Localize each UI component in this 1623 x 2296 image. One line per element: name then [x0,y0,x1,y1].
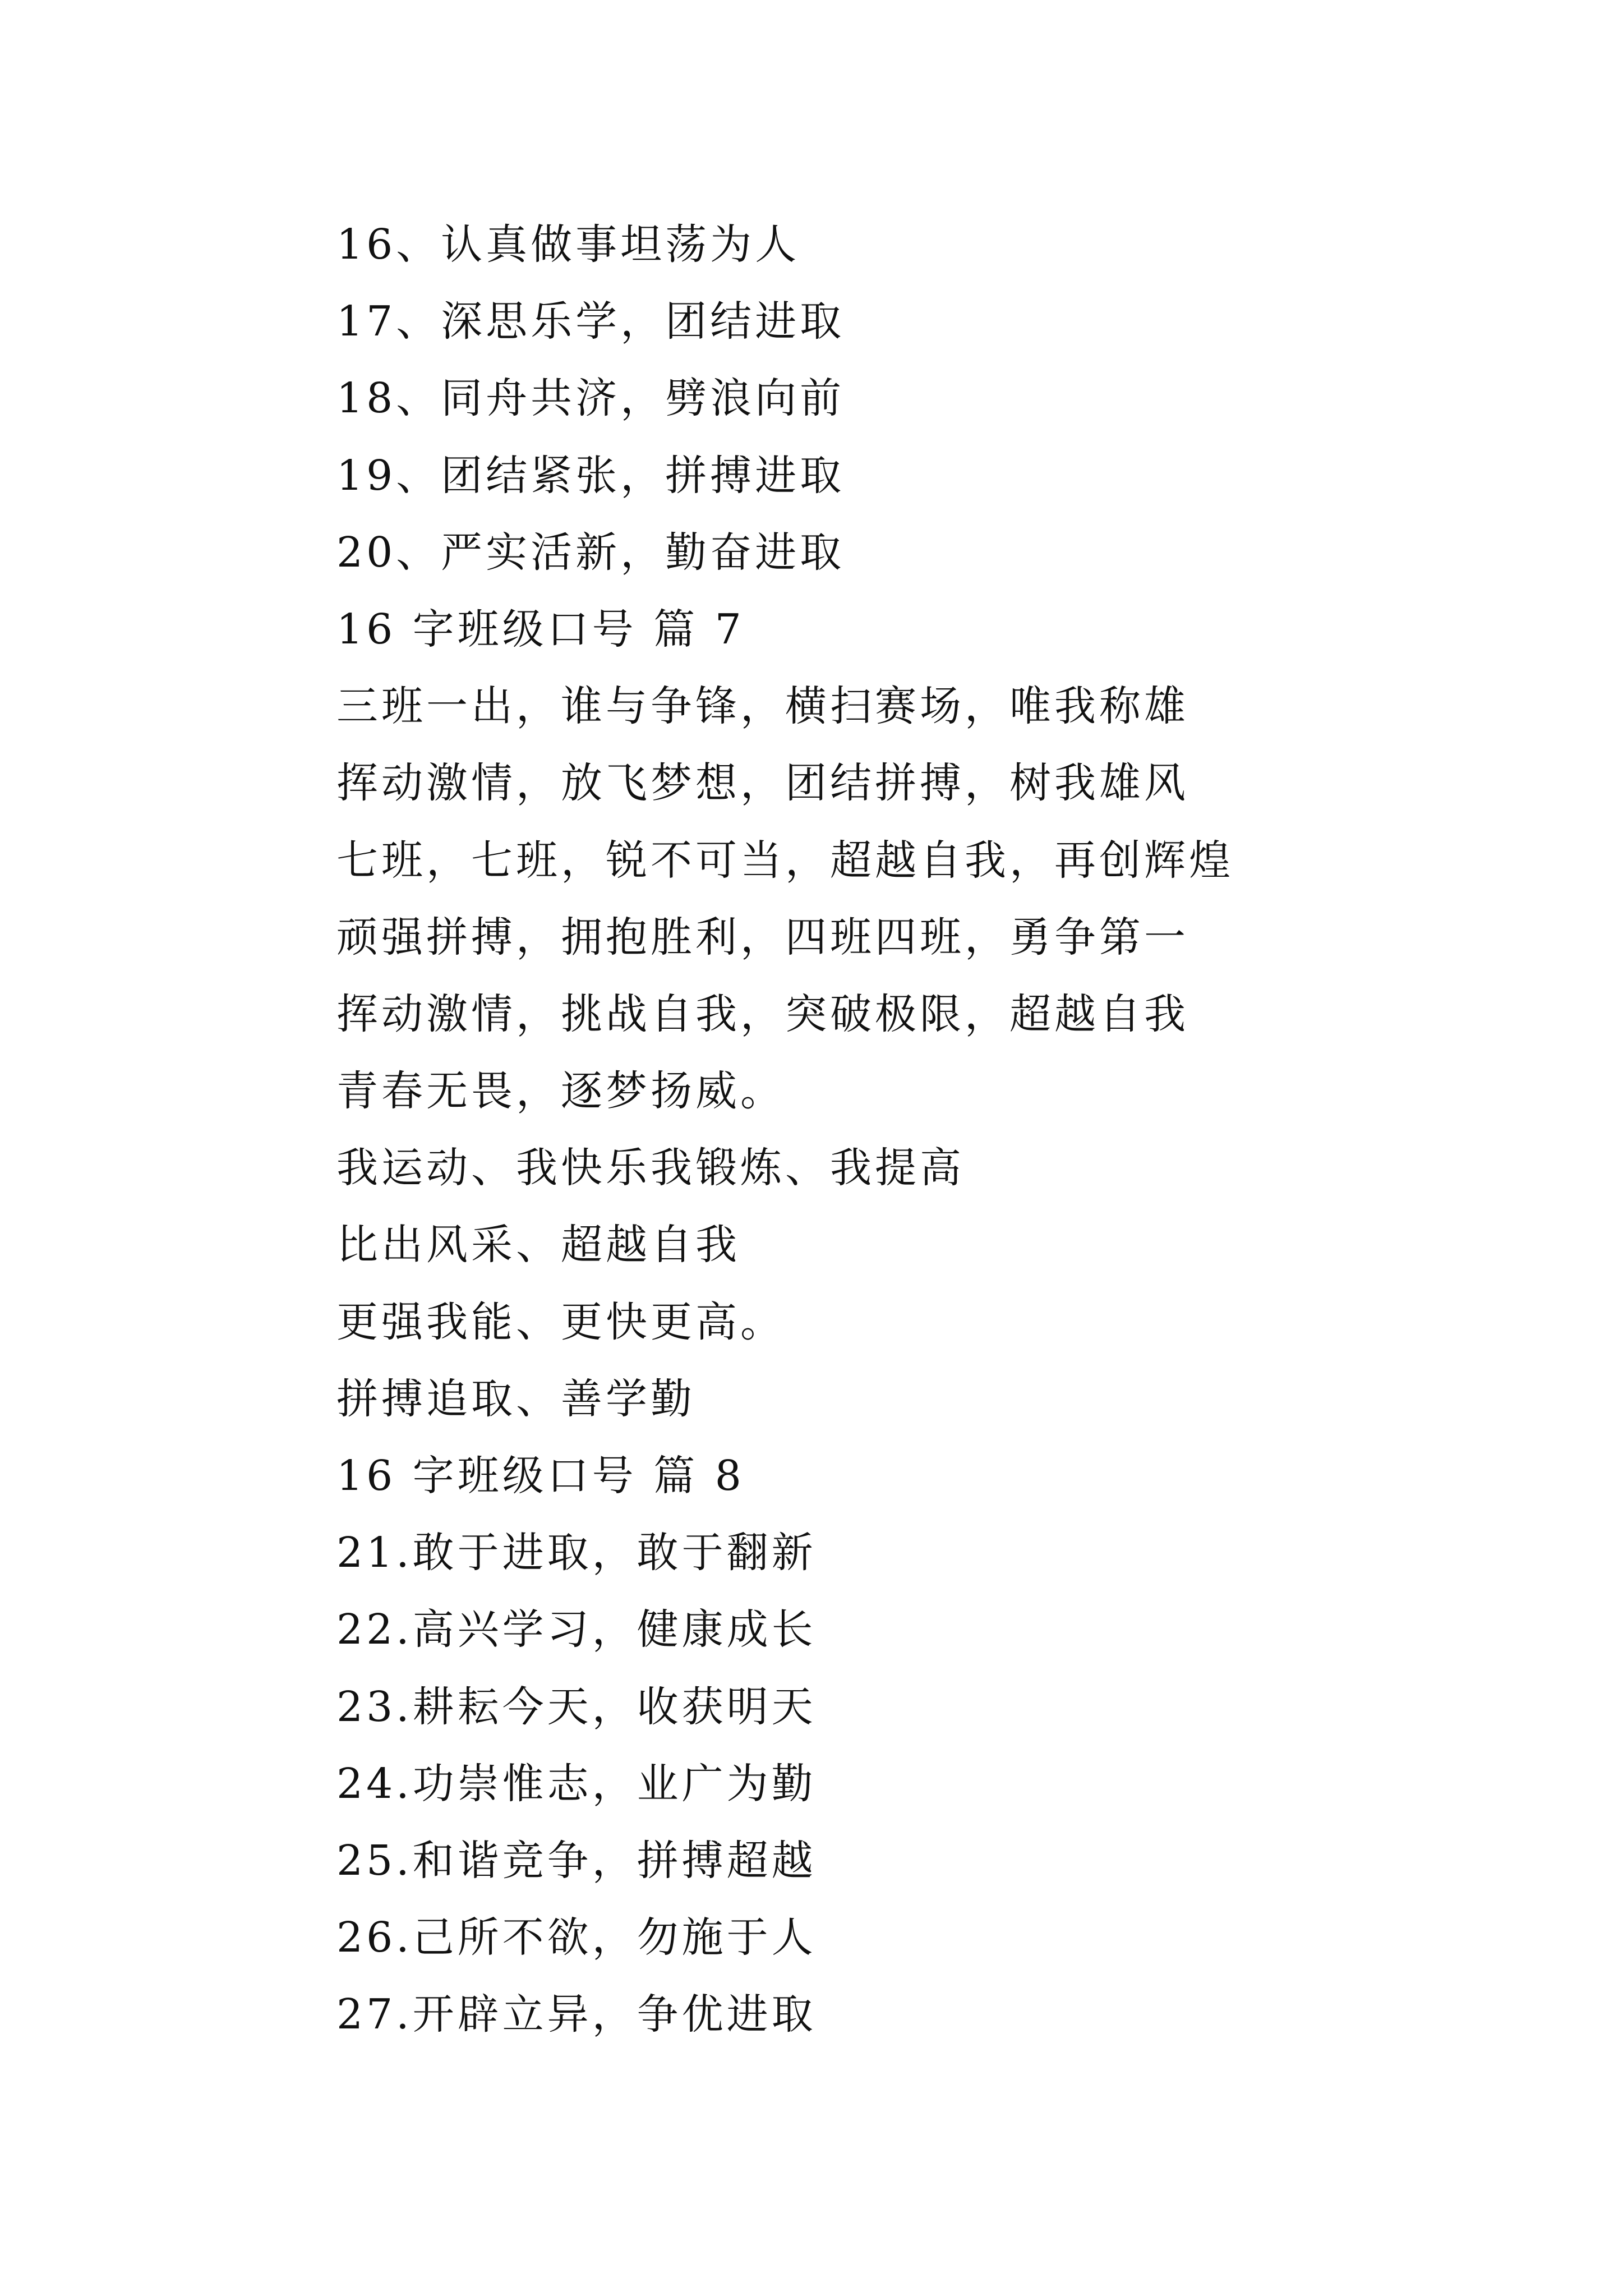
slogan-line: 17、深思乐学，团结进取 [336,297,845,346]
document-body [336,206,1514,2054]
slogan-line: 27.开辟立异，争优进取 [336,1990,817,2039]
slogan-line: 挥动激情，放飞梦想，团结拼搏，树我雄风 [336,759,1189,808]
slogan-line: 更强我能、更快更高。 [336,1297,785,1346]
slogan-line: 挥动激情，挑战自我，突破极限，超越自我 [336,990,1189,1038]
slogan-line: 拼搏追取、善学勤 [336,1374,695,1423]
slogan-line: 26.己所不欲，勿施于人 [336,1913,817,1962]
slogan-line: 23.耕耘今天，收获明天 [336,1682,817,1731]
slogan-line: 21.敢于进取，敢于翻新 [336,1529,817,1577]
slogan-line: 20、严实活新，勤奋进取 [336,528,845,577]
slogan-line: 25.和谐竞争，拼搏超越 [336,1836,817,1885]
slogan-line: 顽强拼搏，拥抱胜利，四班四班，勇争第一 [336,913,1189,961]
slogan-line: 青春无畏，逐梦扬威。 [336,1067,785,1116]
slogan-line: 24.功崇惟志，业广为勤 [336,1759,817,1808]
section-heading: 16 字班级口号 篇 8 [336,1452,745,1500]
slogan-line: 18、同舟共济，劈浪向前 [336,374,845,423]
section-heading: 16 字班级口号 篇 7 [336,605,745,654]
slogan-line: 19、团结紧张，拼搏进取 [336,451,845,500]
slogan-line: 七班，七班，锐不可当，超越自我，再创辉煌 [336,836,1234,885]
slogan-line: 三班一出，谁与争锋，横扫赛场，唯我称雄 [336,682,1189,731]
slogan-line: 我运动、我快乐我锻炼、我提高 [336,1144,965,1193]
slogan-line: 16、认真做事坦荡为人 [336,220,800,269]
slogan-line: 22.高兴学习，健康成长 [336,1605,817,1654]
slogan-line: 比出风采、超越自我 [336,1221,740,1269]
